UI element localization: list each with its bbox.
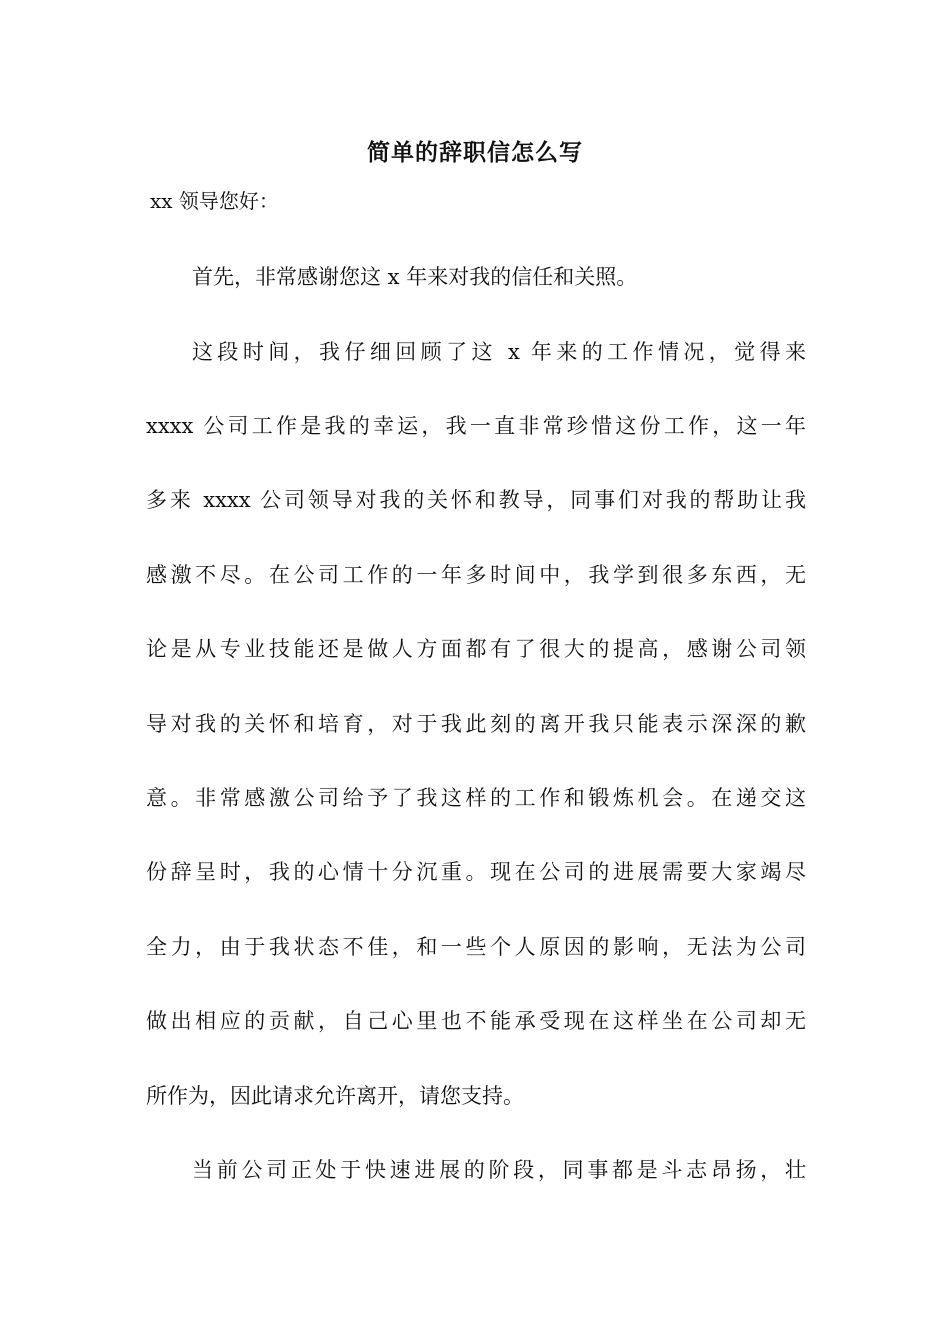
paragraph-line: 感激不尽。在公司工作的一年多时间中，我学到很多东西，无 [146,563,806,587]
paragraph-line: 论是从专业技能还是做人方面都有了很大的提高，感谢公司领 [146,637,806,661]
paragraph-line: 多来 xxxx 公司领导对我的关怀和教导，同事们对我的帮助让我 [146,488,806,512]
paragraph-line: xxxx 公司工作是我的幸运，我一直非常珍惜这份工作，这一年 [146,414,806,438]
document-title: 简单的辞职信怎么写 [367,139,583,166]
paragraph-line: 份辞呈时，我的心情十分沉重。现在公司的进展需要大家竭尽 [146,860,806,884]
paragraph-line: 当前公司正处于快速进展的阶段，同事都是斗志昂扬，壮 [192,1158,806,1182]
salutation: xx 领导您好： [150,189,279,213]
paragraph-line: 这段时间，我仔细回顾了这 x 年来的工作情况，觉得来 [192,340,806,364]
paragraph-line: 意。非常感激公司给予了我这样的工作和锻炼机会。在递交这 [146,786,806,810]
paragraph-line: 做出相应的贡献，自己心里也不能承受现在这样坐在公司却无 [146,1009,806,1033]
paragraph-line: 首先，非常感谢您这 x 年来对我的信任和关照。 [192,265,638,289]
paragraph-line: 所作为，因此请求允许离开，请您支持。 [146,1084,524,1108]
paragraph-line: 导对我的关怀和培育，对于我此刻的离开我只能表示深深的歉 [146,712,806,736]
paragraph-line: 全力，由于我状态不佳，和一些个人原因的影响，无法为公司 [146,935,806,959]
